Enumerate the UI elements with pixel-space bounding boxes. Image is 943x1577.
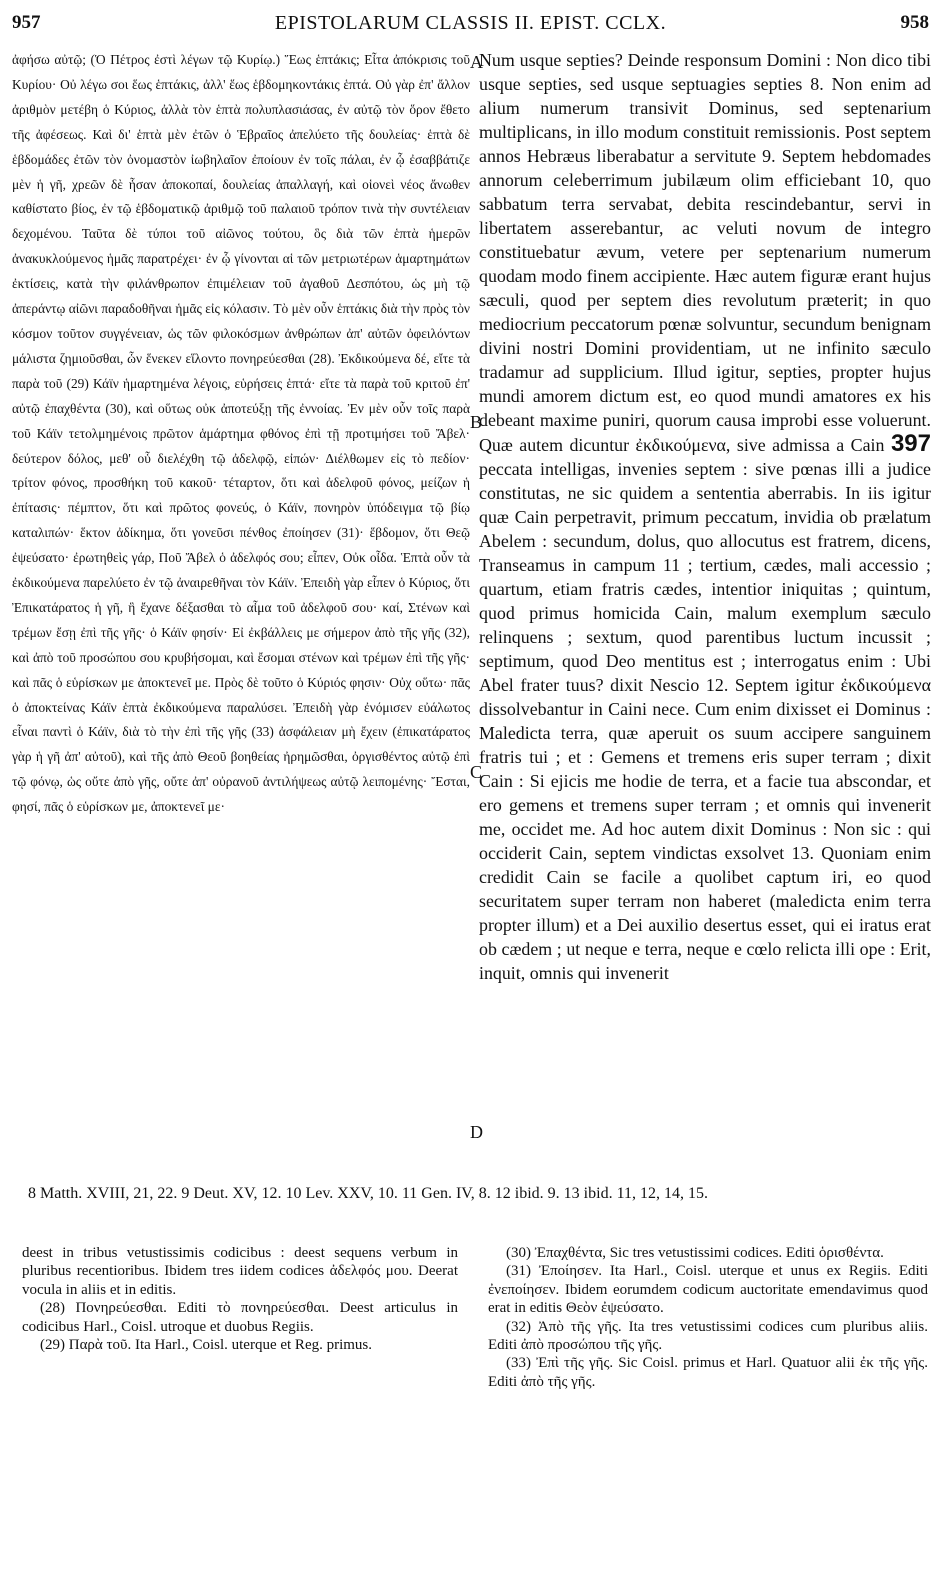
footnote: (28) Πονηρεύεσθαι. Editi τὸ πονηρεύεσθαι. Deest articulus in codicibus Harl., Coisl. utroque et duobus Regiis. — [22, 1300, 458, 1335]
running-header — [12, 12, 929, 40]
margin-marker-b: B — [470, 412, 483, 432]
latin-text-part-1: Num usque septies? Deinde responsum Domini : Non dico tibi usque septies, sed usque septuagies septies 8. Non enim ad alium numerum transivit Dominus, sed septenarium multiplicans, in illo modum constituit remissionis. Post septem annos Hebræus liberabatur a servitute 9. Septem hebdomades annorum celeberrimum jubilæum olim efficiebant 10, quo sabbatum terra servabat, debita rescindebantur, servi in libertatem asserebantur, ac veluti novum de integro constituebatur ævum, vetere per septenarium numerum quodam modo finem accipiente. Hæc autem figuræ erant hujus sæculi, quod per septem dies revolutum præterit; in quo mediocrium peccatorum pœnæ solvuntur, secundum benignam divini nostri Domini providentiam, ut ne infinito sæculo tradamur ad supplicium. Illud igitur, septies, propter hujus mundi amorem dictum est, eo quod mundi amatores ex his debeant maxime puniri, quorum causa improbi esse voluerunt. Quæ autem dicuntur ἐκδικούμενα, sive admissa a Cain — [479, 50, 931, 455]
margin-marker-a: A — [470, 52, 483, 72]
page-number-right: 958 — [900, 12, 929, 33]
greek-text: ἀφήσω αὐτῷ; (Ὁ Πέτρος ἐστὶ λέγων τῷ Κυρίῳ.) Ἕως ἑπτάκις; Εἶτα ἀπόκρισις τοῦ Κυρίου· Οὐ λέγω σοι ἕως ἑπτάκις, ἀλλ' ἕως ἑβδομηκοντάκις ἑπτά. Οὐ γὰρ ἐπ' ἄλλον ἀριθμὸν μετέβη ὁ Κύριος, ἀλλὰ τὸν ἑπτὰ πολυπλασιάσας, ἐν αὐτῷ τὸν ὅρον ἔθετο τῆς ἀφέσεως. Καὶ δι' ἑπτὰ μὲν ἐτῶν ὁ Ἑβραῖος ἀπελύετο τῆς δουλείας· ἑπτὰ δὲ ἑβδομάδες ἐτῶν τὸν ὀνομαστὸν ἰωβηλαῖον ἐποίουν ἐν τοῖς πάλαι, ἐν ᾧ ἐσαββάτιζε μὲν ἡ γῆ, χρεῶν δὲ ἦσαν ἀποκοπαί, δουλείας ἀπαλλαγή, καὶ οἱονεὶ νέος ἄνωθεν καθίστατο βίος, ἐν τῷ ἑβδοματικῷ ἀριθμῷ τοῦ παλαιοῦ τρόπον τινὰ τὴν συντέλειαν δεχομένου. Ταῦτα δὲ τύποι τοῦ αἰῶνος τούτου, ὃς διὰ τῶν ἑπτὰ ἡμερῶν ἀνακυκλούμενος ἡμᾶς παρατρέχει· ἐν ᾧ γίνονται αἱ τῶν μετριωτέρων ἁμαρτημάτων ἐκτίσεις, κατὰ τὴν φιλάνθρωπον ἐπιμέλειαν τοῦ ἀγαθοῦ Δεσπότου, ὡς μὴ τῷ ἀπεράντῳ αἰῶνι παραδοθῆναι ἡμᾶς εἰς κόλασιν. Τὸ μὲν οὖν ἑπτάκις διὰ τὴν πρὸς τὸν κόσμον τοῦτον συγγένειαν, ὡς τῶν φιλοκόσμων ἀνθρώπων ἀπ' αὐτῶν ὀφειλόντων μάλιστα ζημιοῦσθαι, ὧν ἕνεκεν εἵλοντο πονηρεύεσθαι (28). Ἐκδικούμενα δέ, εἴτε τὰ παρὰ τοῦ (29) Κάϊν ἡμαρτημένα λέγοις, εὑρήσεις ἑπτά· εἴτε τὰ παρὰ τοῦ κριτοῦ ἐπ' αὐτῷ ἐπαχθέντα (30), καὶ οὕτως οὐκ ἀποτεύξῃ τῆς ἐννοίας. Ἐν μὲν οὖν τοῖς παρὰ τοῦ Κάϊν τετολμημένοις πρῶτον ἁμάρτημα φθόνος ἐπὶ τῇ προτιμήσει τοῦ Ἄβελ· δεύτερον δόλος, μεθ' οὗ διελέχθη τῷ ἀδελφῷ, εἰπών· Διέλθωμεν εἰς τὸ πεδίον· τρίτον φόνος, προσθήκη τοῦ κακοῦ· τέταρτον, ὅτι καὶ ἀδελφοῦ φόνος, μείζων ἡ ἐπίτασις· πέμπτον, ὅτι καὶ πρῶτος φονεύς, ὁ Κάϊν, πονηρὸν ὑπόδειγμα τῷ βίῳ καταλιπών· ἕκτον ἀδίκημα, ὅτι γονεῦσι πένθος ἐποίησεν (31)· ἕβδομον, ὅτι Θεῷ ἐψεύσατο· ἐρωτηθεὶς γάρ, Ποῦ Ἄβελ ὁ ἀδελφός σου; εἶπεν, Οὐκ οἶδα. Ἑπτὰ οὖν τὰ ἐκδικούμενα παρελύετο ἐν τῷ ἀναιρεθῆναι τὸν Κάϊν. Ἐπειδὴ γὰρ εἶπεν ὁ Κύριος, ὅτι Ἐπικατάρατος ἡ γῆ, ἣ ἔχανε δέξασθαι τὸ αἷμα τοῦ ἀδελφοῦ σου· καί, Στένων καὶ τρέμων ἔσῃ ἐπὶ τῆς γῆς· ὁ Κάϊν φησίν· Εἰ ἐκβάλλεις με σήμερον ἀπὸ τῆς γῆς (32), καὶ ἀπὸ τοῦ προσώπου σου κρυβήσομαι, καὶ ἔσομαι στένων καὶ τρέμων ἐπὶ τῆς γῆς· καὶ πᾶς ὁ εὑρίσκων με ἀποκτενεῖ με. Πρὸς δὲ τοῦτο ὁ Κύριός φησιν· Οὐχ οὕτω· πᾶς ὁ ἀποκτείνας Κάϊν ἑπτὰ ἐκδικούμενα παραλύσει. Ἐπειδὴ γὰρ ἐνόμισεν εὐάλωτος εἶναι παντὶ ὁ Κάϊν, διὰ τὸ τὴν ἐπὶ τῆς γῆς (33) ἀσφάλειαν μὴ ἔχειν (ἐπικατάρατος γὰρ ἡ γῆ ἀπ' αὐτοῦ), καὶ τῆς ἀπὸ Θεοῦ βοηθείας ἠρημῶσθαι, ὀργισθέντος αὐτῷ ἐπὶ τῷ φόνῳ, ὡς οὔτε ἀπὸ γῆς, οὔτε ἀπ' οὐρανοῦ ἀντιλήψεως αὐτῷ λειπομένης· Ἔσται, φησί, πᾶς ὁ εὑρίσκων με, ἀποκτενεῖ με· — [12, 52, 470, 815]
bible-references: 8 Matth. XVIII, 21, 22. 9 Deut. XV, 12. 10 Lev. XXV, 10. 11 Gen. IV, 8. 12 ibid. 9. 13 ibid. 11, 12, 14, 15. — [28, 1185, 708, 1202]
footnote: (33) Ἐπὶ τῆς γῆς. Sic Coisl. primus et Harl. Quatuor alii ἐκ τῆς γῆς. Editi ἀπὸ τῆς γῆς. — [488, 1355, 928, 1390]
footnotes-right — [488, 1244, 928, 1391]
page-number-left: 957 — [12, 12, 41, 33]
footnotes-left — [22, 1244, 458, 1354]
footnote: (30) Ἐπαχθέντα, Sic tres vetustissimi codices. Editi ὁρισθέντα. — [506, 1245, 884, 1261]
margin-marker-c: C — [470, 762, 483, 782]
greek-column — [12, 48, 470, 1173]
latin-text — [479, 48, 931, 985]
footnote: (32) Ἀπὸ τῆς γῆς. Ita tres vetustissimi codices cum pluribus aliis. Editi ἀπὸ προσώπου τῆς γῆς. — [488, 1318, 928, 1354]
footnote: (29) Παρὰ τοῦ. Ita Harl., Coisl. uterque et Reg. primus. — [40, 1337, 373, 1354]
footnote: deest in tribus vetustissimis codicibus : deest sequens verbum in pluribus recentioribus. Ibidem tres iidem codices ἀδελφός μου. Deerat vocula in aliis et in editis. — [22, 1245, 458, 1298]
margin-marker-d: D — [470, 1122, 483, 1142]
running-title: EPISTOLARUM CLASSIS II. EPIST. CCLX. — [274, 12, 667, 34]
inline-page-number: 397 — [890, 430, 931, 457]
footnote: (31) Ἐποίησεν. Ita Harl., Coisl. uterque et unus ex Regiis. Editi ἐνεποίησεν. Ibidem eorumdem codicum auctoritate emendavimus quod erat in editis Θεὸν ἐψεύσατο. — [488, 1263, 928, 1317]
latin-text-part-2: peccata intelligas, invenies septem : sive pœnas illi a judice constitutas, ne sic quidem a sententia aberrabis. In iis igitur quæ Cain perpetravit, primum peccatum, invidia ob prælatum Abelem : secundum, dolus, quo allocutus est fratrem, dicens, Transeamus in campum 11 ; tertium, cædes, mali accessio ; quartum, etiam fratris cædes, intentior iniquitas ; quintum, quod primus homicida Cain, malum exemplum sæculo relinquens ; sextum, quod parentibus luctum incussit ; septimum, quod Deo mentitus est ; interrogatus enim : Ubi Abel frater tuus? dixit Nescio 12. Septem igitur ἐκδικούμενα dissolvebantur in Caini nece. Cum enim dixisset ei Dominus : Maledicta terra, quæ aperuit os suum accipere sanguinem fratris tui ; et : Gemens et tremens eris super terram ; dixit Cain : Si ejicis me hodie de terra, et a facie tua abscondar, et ero gemens et tremens super terram ; et omnis qui invenerit me, occidet me. Ad hoc autem dixit Dominus : Non sic : qui occiderit Cain, septem vindictas exsolvet 13. Quoniam enim credidit Cain se facile a quolibet captum iri, eo quod securitatem super terram non haberet (maledicta enim terra propter illum) et a Dei auxilio desertus esset, qui ei iratus erat ob cædem ; ut neque e terra, neque e cœlo relicta illi ope : Erit, inquit, omnis qui invenerit — [479, 459, 931, 983]
latin-column — [479, 48, 931, 1173]
